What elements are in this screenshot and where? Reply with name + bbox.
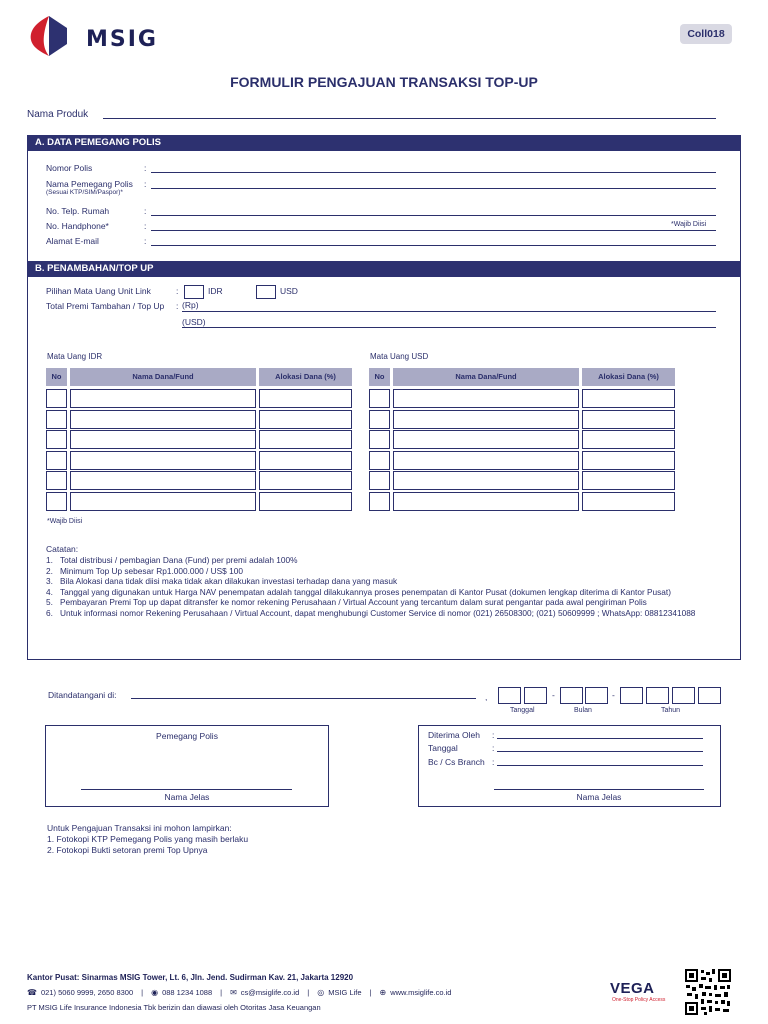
idr-fund-cell[interactable] [70,410,256,429]
comma: , [485,692,488,702]
year-digit-2[interactable] [646,687,669,704]
receiver-name-line[interactable] [494,789,704,790]
usd-col-fund: Nama Dana/Fund [393,368,579,386]
received-date-label: Tanggal [428,743,458,753]
usd-fund-cell[interactable] [393,451,579,470]
usd-fund-cell[interactable] [393,471,579,490]
usd-option-label: USD [280,286,298,296]
attachment-item: 1. Fotokopi KTP Pemegang Polis yang masih berlaku [47,834,249,844]
qr-code-icon [684,968,732,1016]
msig-logo-icon [27,14,83,58]
month-digit-2[interactable] [585,687,608,704]
usd-checkbox[interactable] [256,285,276,299]
section-b-header [27,261,741,277]
product-field[interactable] [103,118,716,119]
email-icon: ✉ [230,988,237,997]
colon: : [176,286,179,296]
signed-at-field[interactable] [131,698,476,699]
usd-fund-cell[interactable] [393,430,579,449]
policy-number-label: Nomor Polis [46,163,93,173]
holder-name-caption: Nama Jelas [164,792,210,802]
month-digit-1[interactable] [560,687,583,704]
usd-alloc-cell[interactable] [582,471,675,490]
premium-usd-field[interactable] [182,327,716,328]
note-item: 6. Untuk informasi nomor Rekening Perusahaan / Virtual Account, dapat menghubungi Customer Service di nomor (021) 26508300; (021) 50609999 ; WhatsApp: 08812341088 [46,607,696,618]
year-label: Tahun [661,707,681,714]
day-digit-1[interactable] [498,687,521,704]
section-a-header [27,135,741,151]
form-code-badge [680,24,732,44]
premium-rp-field[interactable] [182,311,716,312]
mobile-phone-label: No. Handphone* [46,221,109,231]
footer-social: MSIG Life [328,988,362,997]
usd-label: (USD) [182,317,206,327]
note-item: 2. Minimum Top Up sebesar Rp1.000.000 / US$ 100 [46,565,243,576]
note-item: 3. Bila Alokasi dana tidak diisi maka tidak akan dilakukan investasi terhadap dana yang masuk [46,576,398,586]
idr-option-label: IDR [208,286,223,296]
day-digit-2[interactable] [524,687,547,704]
footer-separator: | [369,988,372,997]
currency-label: Pilihan Mata Uang Unit Link [46,286,151,296]
date-dash: - [552,690,555,700]
footer-website: www.msiglife.co.id [390,988,452,997]
idr-no-cell[interactable] [46,410,67,429]
usd-no-cell[interactable] [369,492,390,511]
msig-logo-text: MSIG [86,27,158,52]
footer-separator: | [307,988,310,997]
idr-col-no: No [46,368,67,386]
idr-fund-cell[interactable] [70,492,256,511]
section-b-title: B. PENAMBAHAN/TOP UP [35,263,154,274]
idr-no-cell[interactable] [46,492,67,511]
year-digit-1[interactable] [620,687,643,704]
home-phone-field[interactable] [151,215,716,216]
idr-alloc-cell[interactable] [259,389,352,408]
usd-col-alloc: Alokasi Dana (%) [582,368,675,386]
colon: : [492,757,495,767]
idr-no-cell[interactable] [46,389,67,408]
idr-alloc-cell[interactable] [259,492,352,511]
usd-no-cell[interactable] [369,471,390,490]
usd-col-no: No [369,368,390,386]
idr-alloc-cell[interactable] [259,410,352,429]
footer-address: Kantor Pusat: Sinarmas MSIG Tower, Lt. 6, Jln. Jend. Sudirman Kav. 21, Jakarta 12920 [27,973,354,982]
colon: : [176,301,179,311]
idr-no-cell[interactable] [46,451,67,470]
usd-alloc-cell[interactable] [582,492,675,511]
holder-name-label: Nama Pemegang Polis [46,179,133,189]
required-note-b: *Wajib Diisi [47,518,83,525]
branch-field[interactable] [497,765,703,766]
usd-no-cell[interactable] [369,410,390,429]
colon: : [144,221,147,231]
footer-separator: | [220,988,223,997]
usd-alloc-cell[interactable] [582,410,675,429]
idr-alloc-cell[interactable] [259,430,352,449]
page-title: FORMULIR PENGAJUAN TRANSAKSI TOP-UP [230,74,538,90]
footer-phone: 021) 5060 9999, 2650 8300 [40,988,134,997]
attachments-title: Untuk Pengajuan Transaksi ini mohon lampirkan: [47,823,232,833]
msig-logo [27,14,167,58]
usd-no-cell[interactable] [369,451,390,470]
required-note-a: *Wajib Diisi [671,221,707,228]
holder-signature-title: Pemegang Polis [156,731,218,741]
colon: : [144,163,147,173]
qr-code [684,968,732,1016]
premium-label: Total Premi Tambahan / Top Up [46,301,165,311]
colon: : [144,179,147,189]
holder-name-field[interactable] [151,188,716,189]
received-by-label: Diterima Oleh [428,730,480,740]
footer-contacts [27,988,451,997]
social-icon: ◎ [317,988,325,997]
idr-no-cell[interactable] [46,471,67,490]
mobile-phone-field[interactable] [151,230,716,231]
policy-number-field[interactable] [151,172,716,173]
footer-legal: PT MSIG Life Insurance Indonesia Tbk berizin dan diawasi oleh Otoritas Jasa Keuangan [27,1003,321,1012]
vega-logo-text: VEGA [610,980,655,997]
idr-no-cell[interactable] [46,430,67,449]
vega-logo [610,980,674,1006]
year-digit-3[interactable] [672,687,695,704]
colon: : [492,743,495,753]
signed-at-label: Ditandatangani di: [48,690,117,700]
usd-alloc-cell[interactable] [582,430,675,449]
email-label: Alamat E-mail [46,236,99,246]
usd-fund-cell[interactable] [393,389,579,408]
branch-label: Bc / Cs Branch [428,757,485,767]
idr-fund-cell[interactable] [70,471,256,490]
received-date-field[interactable] [497,751,703,752]
holder-name-sublabel: (Sesuai KTP/SIM/Paspor)* [46,189,123,196]
colon: : [144,236,147,246]
month-label: Bulan [574,707,592,714]
whatsapp-icon: ◉ [151,988,159,997]
product-label: Nama Produk [27,109,89,120]
globe-icon: ⊕ [379,988,387,997]
usd-alloc-cell[interactable] [582,451,675,470]
idr-col-alloc: Alokasi Dana (%) [259,368,352,386]
usd-no-cell[interactable] [369,430,390,449]
usd-alloc-cell[interactable] [582,389,675,408]
home-phone-label: No. Telp. Rumah [46,206,110,216]
form-code: Coll018 [687,28,725,40]
idr-alloc-cell[interactable] [259,471,352,490]
email-field[interactable] [151,245,716,246]
vega-tagline: One-Stop Policy Access [612,997,666,1003]
holder-name-line[interactable] [81,789,292,790]
idr-fund-cell[interactable] [70,430,256,449]
footer-separator: | [141,988,144,997]
attachment-item: 2. Fotokopi Bukti setoran premi Top Upnya [47,845,208,855]
usd-fund-cell[interactable] [393,410,579,429]
note-item: 1. Total distribusi / pembagian Dana (Fund) per premi adalah 100% [46,555,298,565]
idr-alloc-cell[interactable] [259,451,352,470]
phone-icon: ☎ [27,988,37,997]
day-label: Tanggal [510,707,535,714]
idr-col-fund: Nama Dana/Fund [70,368,256,386]
notes-list [46,555,726,618]
usd-table-title: Mata Uang USD [370,352,429,361]
idr-checkbox[interactable] [184,285,204,299]
colon: : [144,206,147,216]
received-by-field[interactable] [497,738,703,739]
idr-table-title: Mata Uang IDR [47,352,103,361]
notes-title: Catatan: [46,544,79,554]
footer-email: cs@msiglife.co.id [240,988,300,997]
footer-whatsapp: 088 1234 1088 [162,988,213,997]
colon: : [492,730,495,740]
section-a-title: A. DATA PEMEGANG POLIS [35,137,161,148]
receiver-name-caption: Nama Jelas [576,792,622,802]
idr-fund-cell[interactable] [70,451,256,470]
note-item: 4. Tanggal yang digunakan untuk Harga NAV penempatan adalah tanggal dilakukannya proses penempatan di Kantor Pusat (dokumen lengkap diterima di Kantor Pusat) [46,586,671,597]
year-digit-4[interactable] [698,687,721,704]
rp-label: (Rp) [182,300,199,310]
date-dash: - [612,690,615,700]
idr-fund-cell[interactable] [70,389,256,408]
usd-fund-cell[interactable] [393,492,579,511]
usd-no-cell[interactable] [369,389,390,408]
note-item: 5. Pembayaran Premi Top up dapat ditransfer ke nomor rekening Perusahaan / Virtual Account yang tercantum dalam surat pengantar pada awal pengiriman Polis [46,597,647,607]
